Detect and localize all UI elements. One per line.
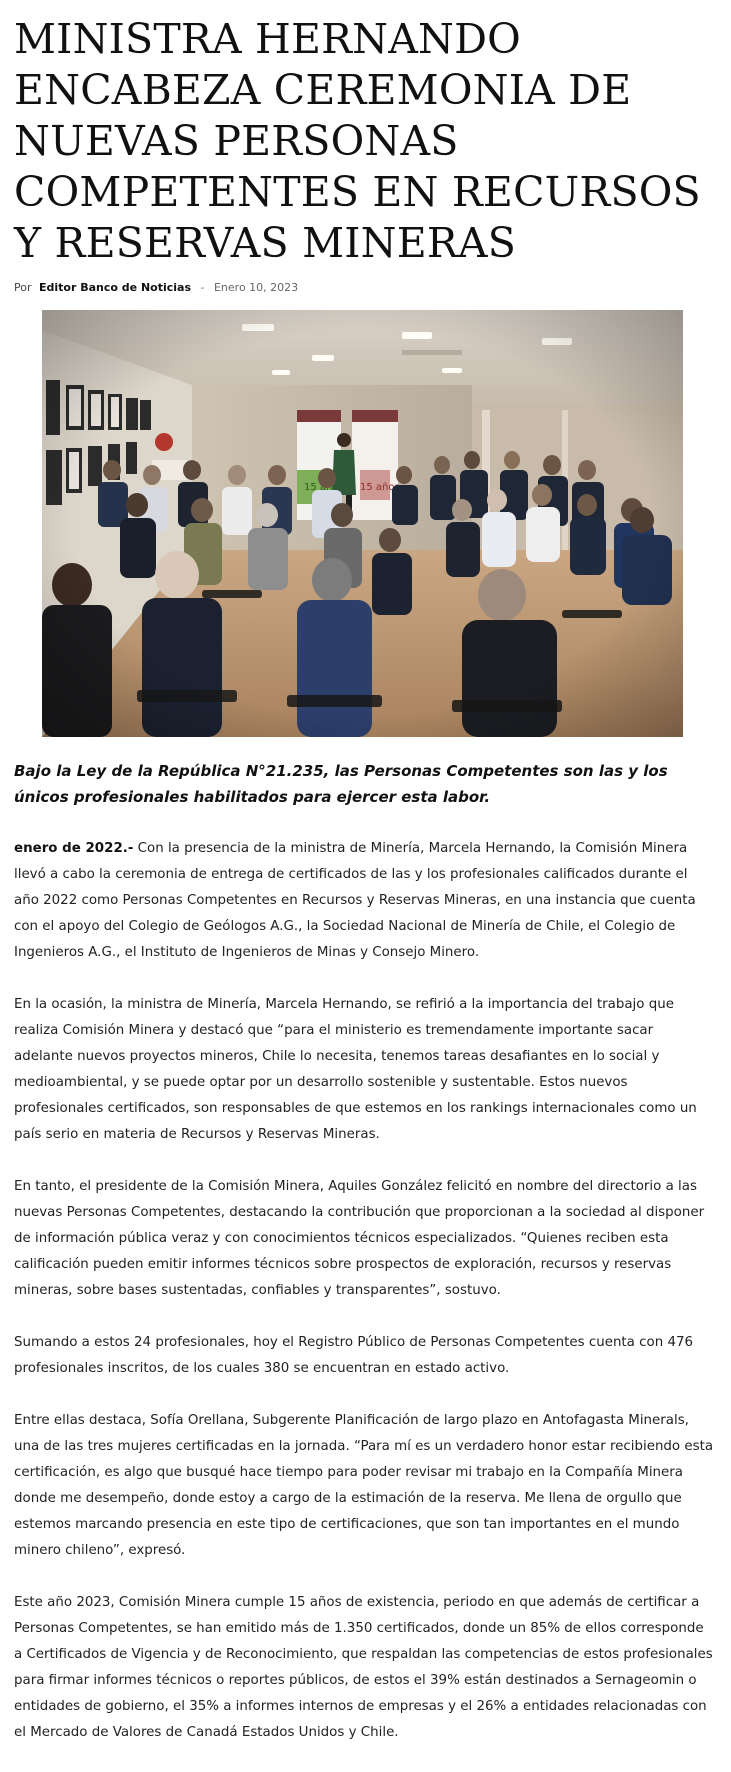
paragraph-4: Sumando a estos 24 profesionales, hoy el Registro Público de Personas Competentes cuenta con 476 profesionales inscritos, de los cuales 380 se encuentran en estado activo.: [14, 1335, 694, 1376]
paragraph-1-text: Con la presencia de la ministra de Minería, Marcela Hernando, la Comisión Minera llevó a cabo la ceremonia de entrega de certificados de las y los profesionales calificados durante el año 2022 como Personas Competentes en Recursos y Reservas Mineras, en una instancia que cuenta con el apoyo del Colegio de Geólogos A.G., la Sociedad Nacional de Minería de Chile, el Colegio de Ingenieros A.G., el Instituto de Ingenieros de Minas y Consejo Minero.: [14, 841, 696, 960]
publish-date: Enero 10, 2023: [213, 281, 299, 294]
paragraph-2: En la ocasión, la ministra de Minería, Marcela Hernando, se refirió a la importancia del trabajo que realiza Comisión Minera y destacó que “para el ministerio es tremendamente importante sacar adelante nuevos proyectos mineros, Chile lo necesita, tenemos tareas desafiantes en lo social y medioambiental, y se puede optar por un desarrollo sostenible y sustentable. Estos nuevos profesionales certificados, son responsables de que estemos en los rankings internacionales como un país serio en materia de Recursos y Reservas Mineras.: [14, 997, 697, 1142]
article-body: [14, 836, 716, 1772]
article-meta: [14, 281, 716, 295]
article-lead: Bajo la Ley de la República N°21.235, las Personas Competentes son las y los únicos profesionales habilitados para ejercer esta labor.: [14, 762, 668, 806]
article-photo: [42, 310, 683, 737]
paragraph-5: Entre ellas destaca, Sofía Orellana, Subgerente Planificación de largo plazo en Antofagasta Minerals, una de las tres mujeres certificadas en la jornada. “Para mí es un verdadero honor estar recibiendo esta certificación, es algo que busqué hace tiempo para poder revisar mi trabajo en la Compañía Minera donde me desempeño, donde estoy a cargo de la estimación de la reserva. Me llena de orgullo que estemos marcando presencia en este tipo de certificaciones, que son tan importantes en el mundo minero chileno”, expresó.: [14, 1413, 714, 1558]
article-title: MINISTRA HERNANDO ENCABEZA CEREMONIA DE NUEVAS PERSONAS COMPETENTES EN RECURSOS Y RESERVAS MINERAS: [14, 15, 701, 267]
paragraph-3: En tanto, el presidente de la Comisión Minera, Aquiles González felicitó en nombre del directorio a las nuevas Personas Competentes, destacando la contribución que proporcionan a la sociedad al disponer de información pública veraz y con conocimientos técnicos especializados. “Quienes reciben esta calificación pueden emitir informes técnicos sobre prospectos de exploración, recursos y reservas mineras, sobre bases sustentadas, confiables y transparentes”, sostuvo.: [14, 1179, 705, 1298]
photo-vignette: [42, 310, 683, 737]
paragraph-1: [14, 836, 716, 966]
meta-separator: -: [200, 281, 205, 294]
article: [14, 0, 716, 1740]
paragraph-6: Este año 2023, Comisión Minera cumple 15 años de existencia, periodo en que además de certificar a Personas Competentes, se han emitido más de 1.350 certificados, donde un 85% de ellos corresponde a Certificados de Vigencia y de Reconocimiento, que respaldan las competencias de estos profesionales para firmar informes técnicos o reportes públicos, de estos el 39% están destinados a Sernageomin o entidades de gobierno, el 35% a informes internos de empresas y el 26% a entidades relacionadas con el Mercado de Valores de Canadá Estados Unidos y Chile.: [14, 1595, 713, 1740]
byline-label: Por: [14, 281, 32, 294]
author-link[interactable]: Editor Banco de Noticias: [39, 281, 191, 294]
photo-illustration: [42, 310, 683, 737]
paragraph-1-date: enero de 2022.-: [14, 841, 134, 856]
